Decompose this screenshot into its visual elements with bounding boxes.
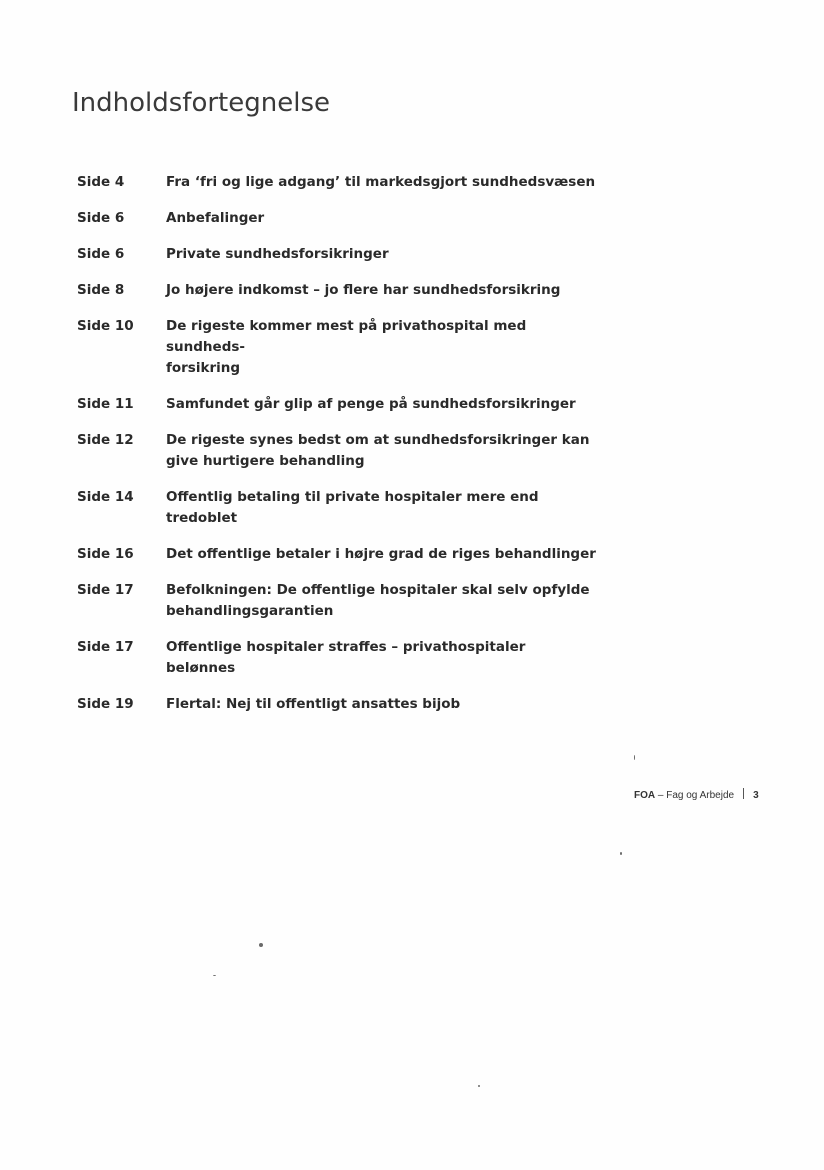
toc-entry-title: Fra ‘fri og lige adgang’ til markedsgjort sundhedsvæsen [166,174,596,190]
toc-entry-title: Jo højere indkomst – jo flere har sundhedsforsikring [166,282,561,298]
toc-entry-title: Flertal: Nej til offentligt ansattes bijob [166,696,461,712]
toc-page-number: Side 6 [77,246,125,262]
footer-page-number: 3 [753,790,759,801]
toc-entry-title: Offentlig betaling til private hospitaler mere end tredoblet [166,489,539,526]
toc-entry [77,637,597,679]
toc-page-number: Side 8 [77,282,125,298]
toc-page-number: Side 16 [77,546,134,562]
toc-entry [77,430,597,472]
toc-entry [77,208,597,229]
toc-page-number: Side 4 [77,174,125,190]
toc-entry-title: Samfundet går glip af penge på sundhedsforsikringer [166,396,576,412]
scan-speck [259,943,263,947]
footer-separator [743,788,744,799]
toc-entry [77,280,597,301]
toc-entry-title: Anbefalinger [166,210,265,226]
toc-page-number: Side 19 [77,696,134,712]
table-of-contents [77,172,597,715]
scan-speck [620,852,622,855]
toc-entry-title: Det offentlige betaler i højre grad de riges behandlinger [166,546,596,562]
toc-entry [77,487,597,529]
toc-entry-title: De rigeste kommer mest på privathospital med sundheds- forsikring [166,318,527,376]
toc-entry-title: Private sundhedsforsikringer [166,246,389,262]
toc-page-number: Side 12 [77,432,134,448]
toc-entry [77,244,597,265]
toc-entry [77,544,597,565]
footer-org-full: Fag og Arbejde [666,790,735,801]
toc-page-number: Side 6 [77,210,125,226]
toc-entry-title: Befolkningen: De offentlige hospitaler skal selv opfylde behandlingsgarantien [166,582,590,619]
scan-speck [213,975,216,976]
toc-entry [77,172,597,193]
page-footer [634,788,759,801]
footer-dash: – [655,790,667,801]
toc-entry [77,316,597,379]
toc-entry [77,580,597,622]
toc-entry-title: Offentlige hospitaler straffes – privathospitaler belønnes [166,639,526,676]
toc-entry [77,694,597,715]
toc-page-number: Side 14 [77,489,134,505]
toc-page-number: Side 10 [77,318,134,334]
toc-page-number: Side 17 [77,639,134,655]
toc-entry [77,394,597,415]
scan-speck [478,1085,480,1087]
footer-org: FOA [634,790,656,801]
scan-speck [634,755,635,760]
toc-page-number: Side 11 [77,396,134,412]
page-title: Indholdsfortegnelse [72,88,330,118]
toc-entry-title: De rigeste synes bedst om at sundhedsforsikringer kan give hurtigere behandling [166,432,590,469]
toc-page-number: Side 17 [77,582,134,598]
